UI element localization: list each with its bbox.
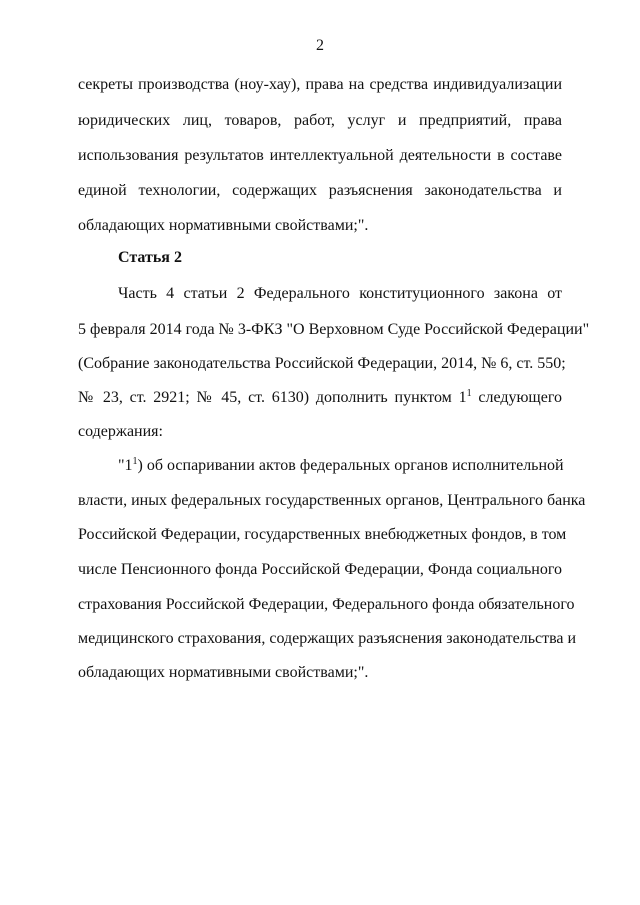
- quote-line: страхования Российской Федерации, Федерального фонда обязательного: [78, 596, 575, 613]
- quote-line: Российской Федерации, государственных внебюджетных фондов, в том: [78, 526, 567, 543]
- paragraph-line: секреты производства (ноу-хау), права на средства индивидуализации: [78, 76, 562, 93]
- paragraph-line: единой технологии, содержащих разъяснения законодательства и: [78, 182, 562, 199]
- paragraph-line: юридических лиц, товаров, работ, услуг и предприятий, права: [78, 112, 562, 129]
- paragraph-line: обладающих нормативными свойствами;".: [78, 217, 369, 234]
- paragraph-line: использования результатов интеллектуальной деятельности в составе: [78, 147, 562, 164]
- article-intro-line: содержания:: [78, 423, 163, 440]
- quote-line: медицинского страхования, содержащих разъяснения законодательства и: [78, 630, 577, 647]
- article-intro-line: (Собрание законодательства Российской Федерации, 2014, № 6, ст. 550;: [78, 355, 566, 372]
- quote-first-line: [118, 456, 562, 476]
- text-segment: № 23, ст. 2921; № 45, ст. 6130) дополнить пунктом 1: [78, 389, 467, 406]
- text-segment: "1: [118, 457, 133, 474]
- quote-line: числе Пенсионного фонда Российской Федерации, Фонда социального: [78, 561, 562, 578]
- text-segment: ) об оспаривании актов федеральных органов исполнительной: [137, 457, 564, 474]
- superscript: 1: [466, 388, 472, 399]
- text-segment: следующего: [471, 389, 563, 406]
- quote-line: власти, иных федеральных государственных органов, Центрального банка: [78, 492, 586, 509]
- page-number: 2: [316, 37, 324, 54]
- quote-line: обладающих нормативными свойствами;".: [78, 664, 369, 681]
- superscript: 1: [132, 456, 138, 467]
- article-heading: Статья 2: [118, 249, 182, 266]
- article-intro-line: Часть 4 статьи 2 Федерального конституционного закона от: [118, 285, 562, 302]
- article-intro-line-with-superscript: [78, 388, 562, 408]
- article-intro-line: 5 февраля 2014 года № 3-ФКЗ "О Верховном Суде Российской Федерации": [78, 321, 590, 338]
